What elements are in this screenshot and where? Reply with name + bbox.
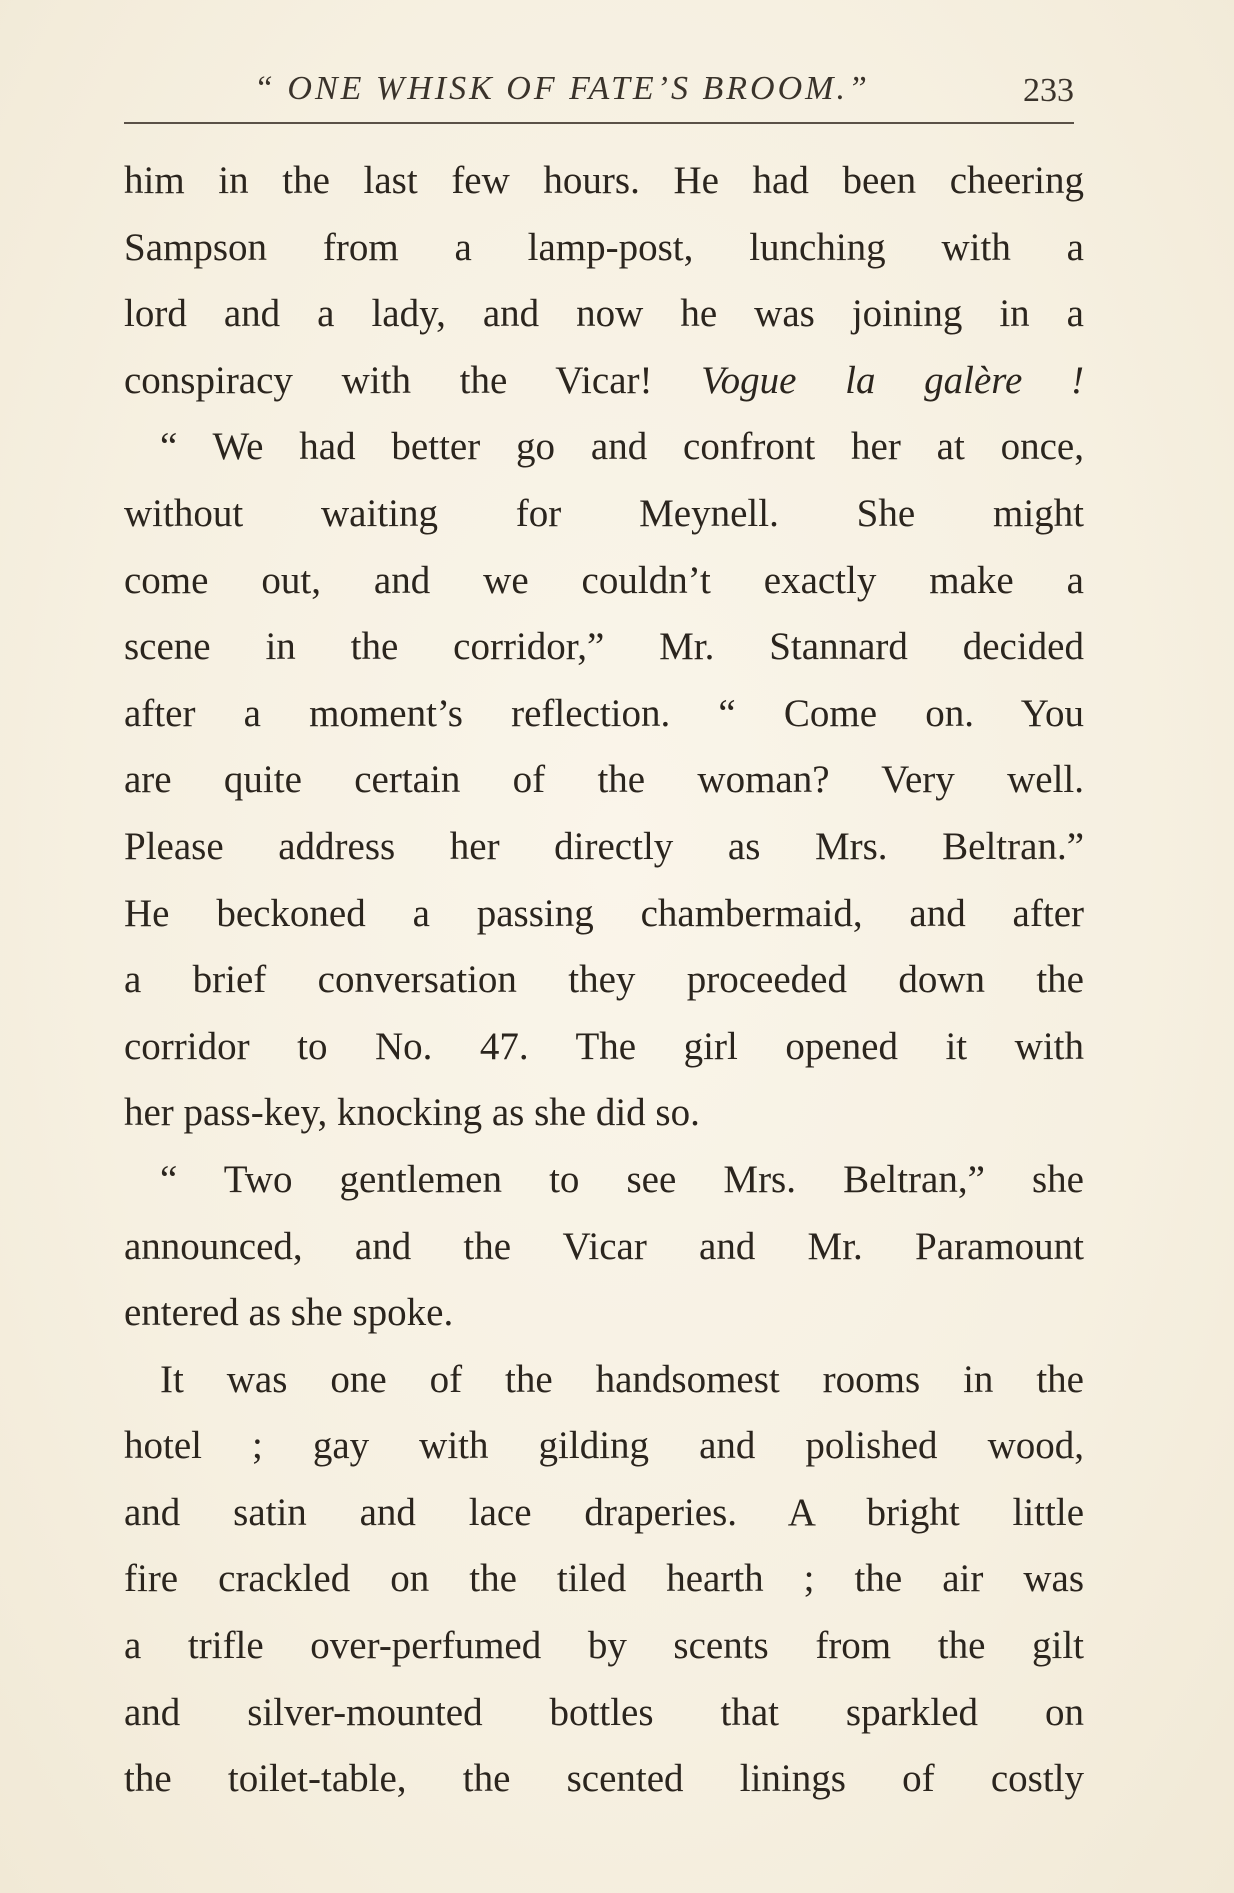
text-line: are quite certain of the woman? Very well. bbox=[124, 758, 1084, 802]
header-rule bbox=[124, 122, 1074, 124]
text-line: and silver-mounted bottles that sparkled on bbox=[124, 1690, 1084, 1734]
text-line: It was one of the handsomest rooms in the bbox=[160, 1357, 1084, 1401]
page-number: 233 bbox=[1023, 72, 1074, 109]
text-line: entered as she spoke. bbox=[124, 1291, 454, 1335]
text-line: corridor to No. 47. The girl opened it with bbox=[124, 1024, 1084, 1068]
text-line: fire crackled on the tiled hearth ; the air was bbox=[124, 1557, 1084, 1601]
text-line: hotel ; gay with gilding and polished wood, bbox=[124, 1424, 1084, 1468]
body-text bbox=[124, 148, 1084, 1813]
text-line: a brief conversation they proceeded down the bbox=[124, 958, 1084, 1002]
text-line: lord and a lady, and now he was joining in a bbox=[124, 292, 1084, 336]
text-line: come out, and we couldn’t exactly make a bbox=[124, 558, 1084, 602]
text-line: her pass-key, knocking as she did so. bbox=[124, 1091, 700, 1135]
text-line: Sampson from a lamp-post, lunching with a bbox=[124, 225, 1084, 269]
text-line: him in the last few hours. He had been cheering bbox=[124, 159, 1084, 202]
text-line: “ Two gentlemen to see Mrs. Beltran,” she bbox=[160, 1157, 1084, 1201]
text-line: after a moment’s reflection. “ Come on. You bbox=[124, 691, 1084, 735]
text-line: He beckoned a passing chambermaid, and after bbox=[124, 891, 1084, 935]
text-line: a trifle over-perfumed by scents from the gilt bbox=[124, 1624, 1084, 1668]
text-line: the toilet-table, the scented linings of costly bbox=[124, 1757, 1084, 1801]
text-line: without waiting for Meynell. She might bbox=[124, 491, 1084, 535]
italic-phrase: Vogue la galère ! bbox=[701, 358, 1084, 402]
running-title: “ ONE WHISK OF FATE’S BROOM.” bbox=[254, 70, 870, 107]
text-line: and satin and lace draperies. A bright little bbox=[124, 1490, 1084, 1534]
text-line: “ We had better go and confront her at once, bbox=[160, 425, 1084, 469]
text-line: Please address her directly as Mrs. Beltran.” bbox=[124, 824, 1084, 868]
text-line: announced, and the Vicar and Mr. Paramount bbox=[124, 1224, 1084, 1268]
text-line-with-italic bbox=[124, 348, 1084, 415]
running-head bbox=[124, 62, 1084, 112]
text-line: scene in the corridor,” Mr. Stannard decided bbox=[124, 625, 1084, 669]
text-line-part: conspiracy with the Vicar! bbox=[124, 358, 653, 402]
